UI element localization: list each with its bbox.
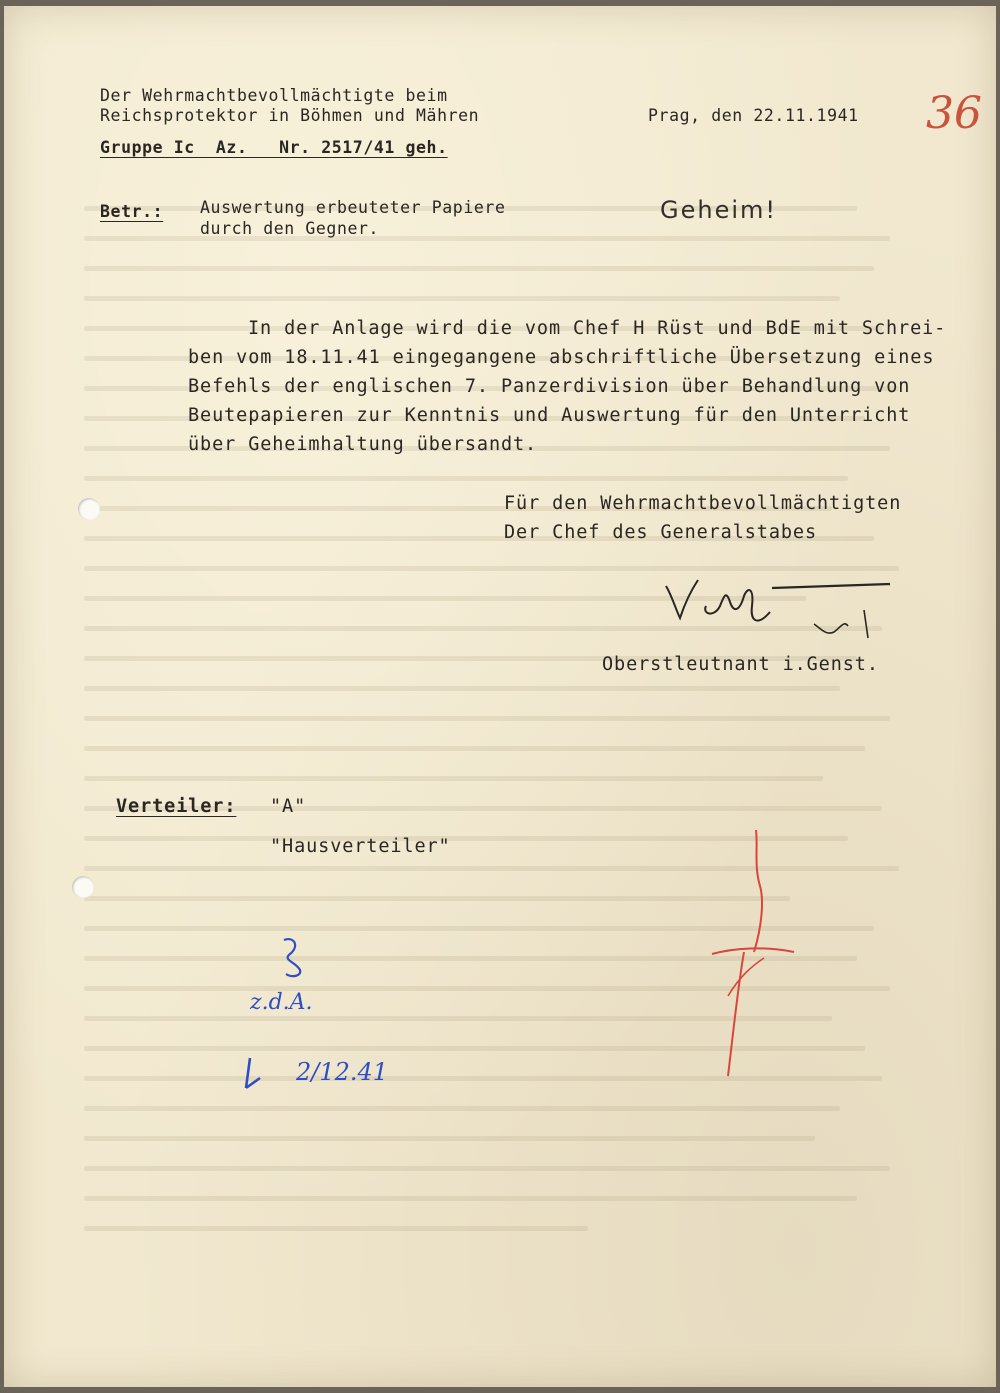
body-line-2: ben vom 18.11.41 eingegangene abschriftliche Übersetzung eines xyxy=(188,347,935,368)
distribution-label: Verteiler: xyxy=(116,796,237,817)
distribution-value-2: "Hausverteiler" xyxy=(270,836,451,857)
blue-tick-mark xyxy=(240,1054,280,1094)
punch-hole-lower xyxy=(72,876,94,898)
distribution-value-1: "A" xyxy=(270,796,307,817)
authority-line-2: Reichsprotektor in Böhmen und Mähren xyxy=(100,106,480,125)
body-line-4: Beutepapieren zur Kenntnis und Auswertung für den Unterricht xyxy=(188,405,911,426)
signature-rank: Oberstleutnant i.Genst. xyxy=(602,654,879,675)
signature-line-1: Für den Wehrmachtbevollmächtigten xyxy=(504,493,902,514)
signature-line-2: Der Chef des Generalstabes xyxy=(504,522,817,543)
body-line-1: In der Anlage wird die vom Chef H Rüst und BdE mit Schrei- xyxy=(248,318,947,339)
punch-hole-upper xyxy=(78,498,100,520)
annotation-date: 2/12.41 xyxy=(296,1058,389,1086)
bleed-through-text xyxy=(84,206,924,1326)
subject-line-1: Auswertung erbeuteter Papiere xyxy=(200,198,506,217)
body-line-3: Befehls der englischen 7. Panzerdivision über Behandlung von xyxy=(188,376,911,397)
blue-initial-mark xyxy=(274,932,314,982)
subject-label: Betr.: xyxy=(100,202,164,221)
authority-line-1: Der Wehrmachtbevollmächtigte beim xyxy=(100,86,448,105)
handwritten-signature xyxy=(654,566,894,646)
folio-number: 36 xyxy=(926,88,982,139)
subject-line-2: durch den Gegner. xyxy=(200,219,380,238)
reference-line: Gruppe Ic Az. Nr. 2517/41 geh. xyxy=(100,138,448,157)
classification-stamp: Geheim! xyxy=(660,196,778,224)
red-pencil-mark xyxy=(694,826,804,1086)
document-page xyxy=(4,6,996,1387)
place-date: Prag, den 22.11.1941 xyxy=(648,106,859,125)
annotation-zda: z.d.A. xyxy=(250,990,313,1015)
body-line-5: über Geheimhaltung übersandt. xyxy=(188,434,538,455)
